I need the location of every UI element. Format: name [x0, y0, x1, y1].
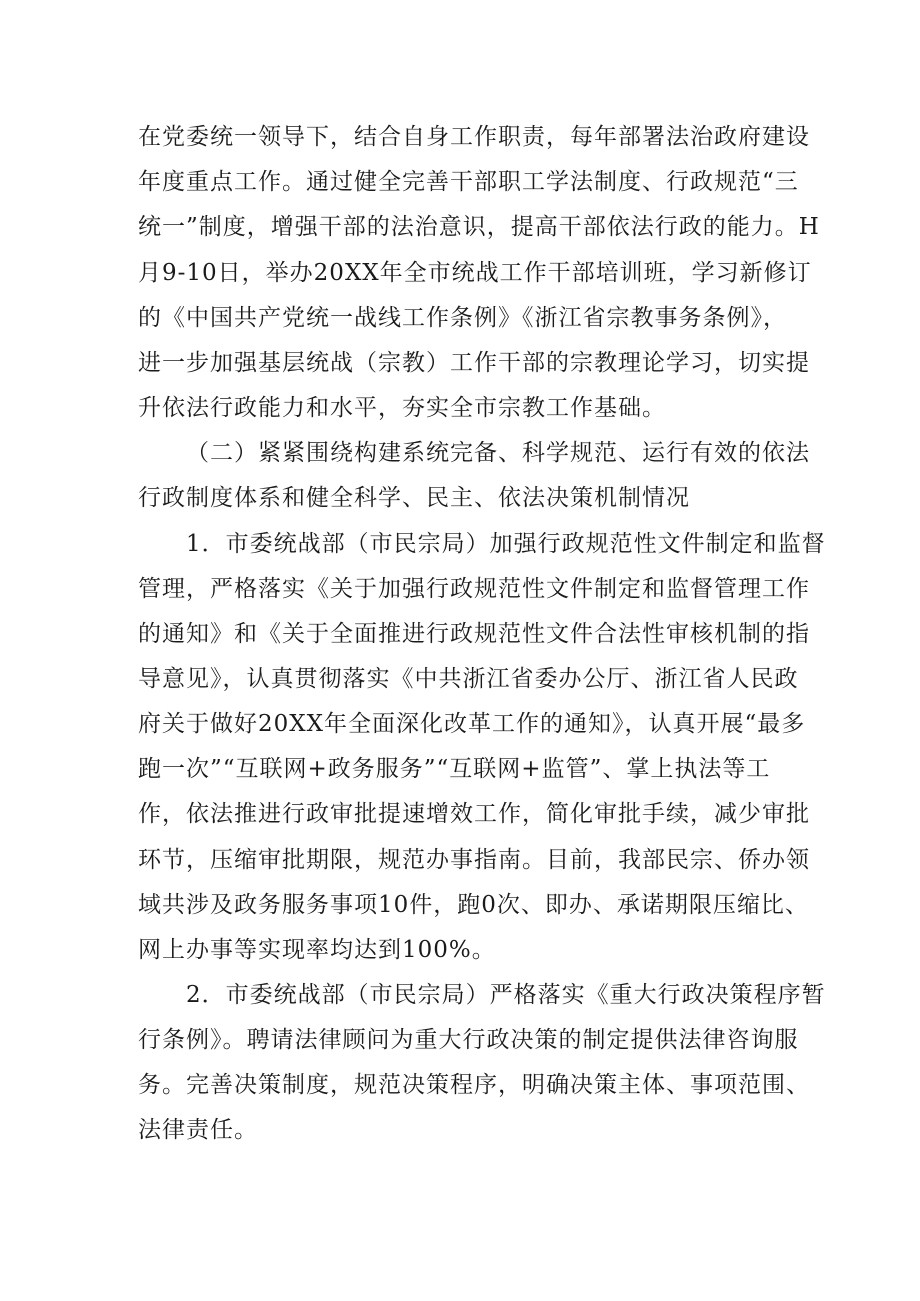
item-2-line-4: 法律责任。 [138, 1117, 258, 1143]
item-1-line-2: 管理，严格落实《关于加强行政规范性文件制定和监督管理工作 [138, 576, 810, 602]
item-1-line-1: 1．市委统战部（市民宗局）加强行政规范性文件制定和监督 [186, 531, 826, 557]
paragraph-1-line-6: 进一步加强基层统战（宗教）工作干部的宗教理论学习，切实提 [138, 350, 810, 376]
item-2-line-2: 行条例》。聘请法律顾问为重大行政决策的制定提供法律咨询服 [138, 1027, 799, 1053]
item-1-line-6: 跑一次”“互联网+政务服务”“互联网+监管”、掌上执法等工 [138, 756, 771, 782]
paragraph-1-line-4: 月9-10日，举办20XX年全市统战工作干部培训班，学习新修订 [138, 260, 812, 286]
paragraph-1-line-2: 年度重点工作。通过健全完善干部职工学法制度、行政规范“三 [138, 169, 799, 195]
item-1-line-10: 网上办事等实现率均达到100%。 [138, 937, 496, 963]
item-1-line-4: 导意见》，认真贯彻落实《中共浙江省委办公厅、浙江省人民政 [138, 666, 799, 692]
item-2-line-1: 2．市委统战部（市民宗局）严格落实《重大行政决策程序暂 [186, 982, 826, 1008]
section-heading-line-2: 行政制度体系和健全科学、民主、依法决策机制情况 [138, 485, 690, 511]
item-1-line-5: 府关于做好20XX年全面深化改革工作的通知》，认真开展“最多 [138, 711, 806, 737]
paragraph-1-line-5: 的《中国共产党统一战线工作条例》《浙江省宗教事务条例》， [138, 305, 787, 331]
paragraph-1-line-3: 统一”制度，增强干部的法治意识，提高干部依法行政的能力。H [138, 214, 820, 240]
item-1-line-8: 环节，压缩审批期限，规范办事指南。目前，我部民宗、侨办领 [138, 847, 810, 873]
paragraph-1-line-1: 在党委统一领导下，结合自身工作职责，每年部署法治政府建设 [138, 124, 810, 150]
item-1-line-7: 作，依法推进行政审批提速增效工作，简化审批手续，减少审批 [138, 801, 810, 827]
section-heading-line-1: （二）紧紧围绕构建系统完备、科学规范、运行有效的依法 [186, 440, 810, 466]
paragraph-1-line-7: 升依法行政能力和水平，夯实全市宗教工作基础。 [138, 395, 666, 421]
item-1-line-3: 的通知》和《关于全面推进行政规范性文件合法性审核机制的指 [138, 621, 810, 647]
item-2-line-3: 务。完善决策制度，规范决策程序，明确决策主体、事项范围、 [138, 1072, 810, 1098]
item-1-line-9: 域共涉及政务服务事项10件，跑0次、即办、承诺期限压缩比、 [138, 892, 809, 918]
